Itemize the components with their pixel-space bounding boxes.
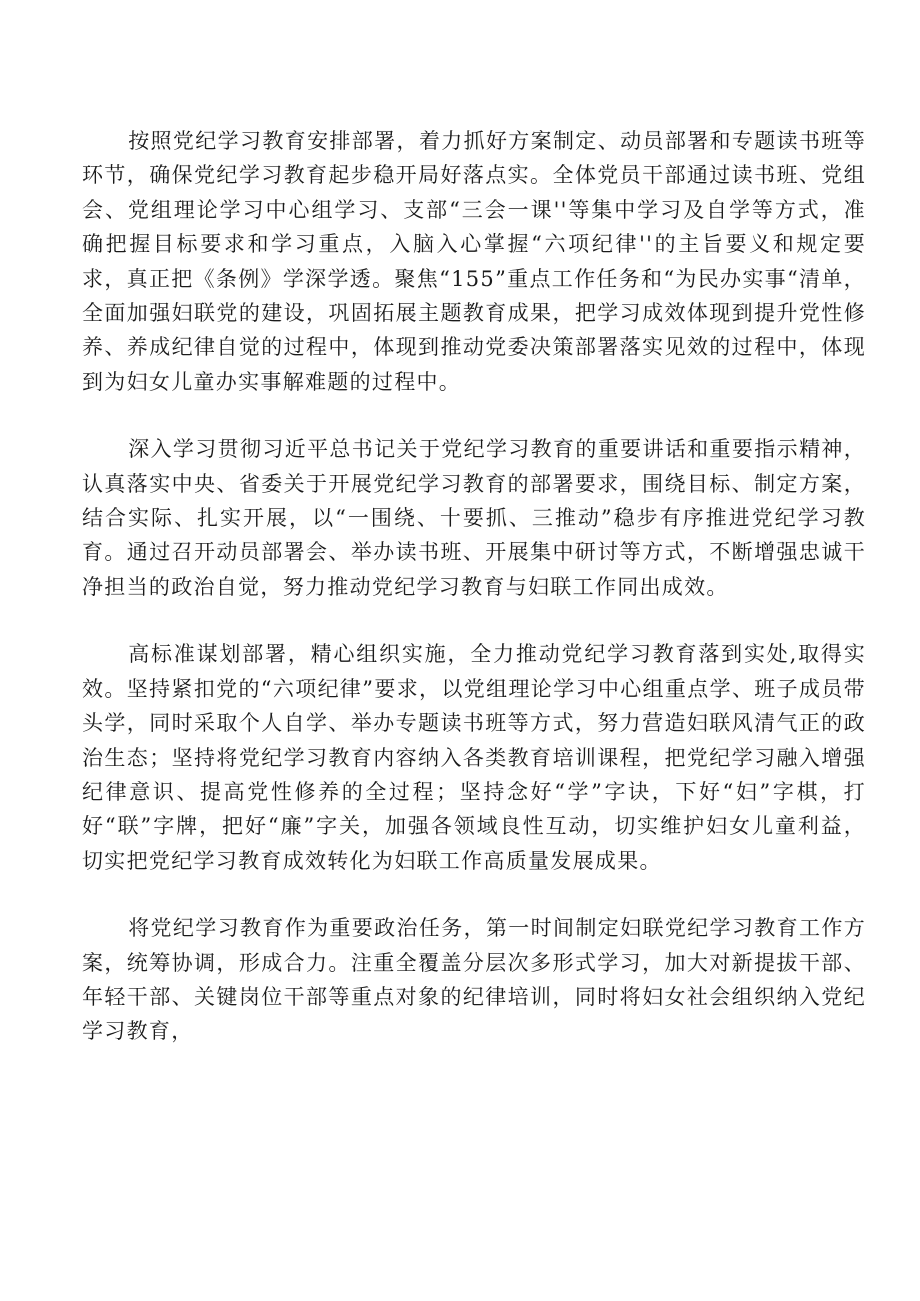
document-body <box>82 124 866 1082</box>
paragraph-1: 按照党纪学习教育安排部署，着力抓好方案制定、动员部署和专题读书班等环节，确保党纪学习教育起步稳开局好落点实。全体党员干部通过读书班、党组会、党组理论学习中心组学习、支部“三会一课''等集中学习及自学等方式，准确把握目标要求和学习重点，入脑入心掌握“六项纪律''的主旨要义和规定要求，真正把《条例》学深学透。聚焦“155”重点工作任务和“为民办实事“清单，全面加强妇联党的建设，巩固拓展主题教育成果，把学习成效体现到提升党性修养、养成纪律自觉的过程中，体现到推动党委决策部署落实见效的过程中，体现到为妇女儿童办实事解难题的过程中。 <box>82 129 866 394</box>
paragraph-2: 深入学习贯彻习近平总书记关于党纪学习教育的重要讲话和重要指示精神，认真落实中央、省委关于开展党纪学习教育的部署要求，围绕目标、制定方案，结合实际、扎实开展，以“一围绕、十要抓、三推动”稳步有序推进党纪学习教育。通过召开动员部署会、举办读书班、开展集中研讨等方式，不断增强忠诚干净担当的政治自觉，努力推动党纪学习教育与妇联工作同出成效。 <box>82 437 866 599</box>
paragraph-4: 将党纪学习教育作为重要政治任务，第一时间制定妇联党纪学习教育工作方案，统筹协调，形成合力。注重全覆盖分层次多形式学习，加大对新提拔干部、年轻干部、关键岗位干部等重点对象的纪律培训，同时将妇女社会组织纳入党纪学习教育， <box>82 916 866 1044</box>
paragraph-3: 高标准谋划部署，精心组织实施，全力推动党纪学习教育落到实处,取得实效。坚持紧扣党的“六项纪律”要求，以党组理论学习中心组重点学、班子成员带头学，同时采取个人自学、举办专题读书班等方式，努力营造妇联风清气正的政治生态；坚持将党纪学习教育内容纳入各类教育培训课程，把党纪学习融入增强纪律意识、提高党性修养的全过程；坚持念好“学”字诀，下好“妇”字棋，打好“联”字牌，把好“廉”字关，加强各领域良性互动，切实维护妇女儿童利益，切实把党纪学习教育成效转化为妇联工作高质量发展成果。 <box>82 642 866 873</box>
